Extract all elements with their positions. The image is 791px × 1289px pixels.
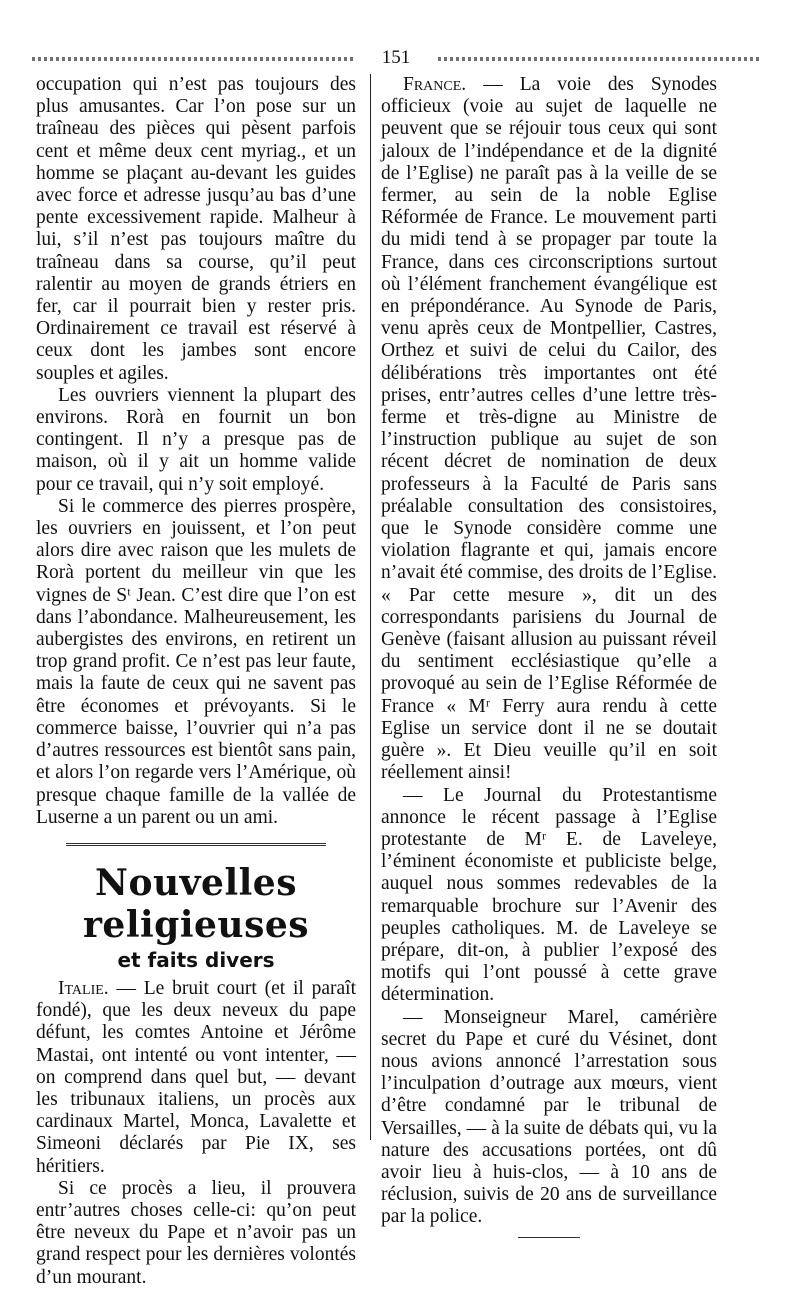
paragraph-lead: France. (403, 74, 467, 95)
paragraph-text: — Le bruit court (et il paraît fondé), que les deux neveux du pape défunt, les comtes Antoine et Jérôme Mastai, ont intenté ou vont intenter, — on comprend dans quel but, — devant les tribunaux italiens, un procès aux cardinaux Martel, Monca, Lavalette et Simeoni déclarés par Pie IX, ses héritiers. (36, 977, 356, 1177)
paragraph (381, 1007, 717, 1229)
paragraph-lead: Italie. (58, 977, 109, 999)
paragraph (381, 785, 717, 1007)
header-ornament-left (32, 57, 354, 61)
section-subheading: et faits divers (117, 947, 275, 972)
paragraph-text: — Le Journal du Protestantisme annonce le récent passage à l’Eglise protestante de Mʳ E. de Laveleye, l’éminent économiste et publiciste belge, auquel nous sommes redevables de la remarquable brochure sur l’Avenir des peuples catholiques. M. de Laveleye se prépare, dit-on, à publier l’exposé des motifs qui l’ont poussé à cette grave détermination. (381, 784, 717, 1006)
section-heading: Nouvelles religieuses (82, 861, 310, 946)
header-ornament-right (438, 57, 760, 61)
page-number: 151 (381, 47, 411, 68)
page-header (32, 46, 760, 70)
right-column (381, 74, 717, 1238)
paragraph: occupation qui n’est pas toujours des plus amusantes. Car l’on pose sur un traîneau des pièces qui pèsent parfois cent et même deux cent myriag., et un homme se plaçant au-devant les guides avec force et adresse jusqu’au bas d’une pente excessivement rapide. Malheur à lui, s’il n’est pas toujours maître du traîneau dans sa course, qu’il peut ralentir au moyen de grands étriers en fer, car il pourrait bien y rester pris. Ordinairement ce travail est réservé à ceux dont les jambes sont encore souples et agiles. (36, 74, 356, 384)
paragraph-text: — La voie des Synodes officieux (voie au sujet de laquelle ne peuvent que se réjouir tous ceux qui sont jaloux de l’indépendance et de la dignité de l’Eglise) ne paraît pas à la veille de se fermer, au sein de la noble Eglise Réformée de France. Le mouvement parti du midi tend à se propager par toute la France, dans ces circonscriptions surtout où l’élément franchement évangélique est en prépondérance. Au Synode de Paris, venu après ceux de Montpellier, Castres, Orthez et suivi de celui du Cailor, des délibérations très importantes ont été prises, entr’autres celles d’une lettre très-ferme et très-digne au Ministre de l’instruction publique au sujet de son récent décret de nomination de deux professeurs à la Faculté de Paris sans préalable consultation des consistoires, que le Synode considère comme une violation flagrante et qui, jamais encore n’avait été commise, des droits de l’Eglise. « Par cette mesure », dit un des correspondants parisiens du Journal de Genève (faisant allusion au puissant réveil du sentiment ecclésiastique qu’elle a provoqué au sein de l’Eglise Réformée de France « Mʳ Ferry aura rendu à cette Eglise un service dont il ne se doutait guère ». Et Dieu veuille qu’il en soit réellement ainsi! (381, 74, 717, 784)
paragraph: Les ouvriers viennent la plupart des environs. Rorà en fournit un bon contingent. Il n’y a presque pas de maison, où il y ait un homme valide pour ce travail, qui n’y soit employé. (36, 384, 356, 495)
column-divider (370, 74, 371, 1140)
paragraph: Si le commerce des pierres prospère, les ouvriers en jouissent, et l’on peut alors dire avec raison que les mulets de Rorà portent du meilleur vin que les vignes de Sᵗ Jean. C’est dire que l’on est dans l’abondance. Malheureusement, les aubergistes des environs, en retirent un trop grand profit. Ce n’est pas leur faute, mais la faute de ceux qui ne savent pas être économes et prévoyants. Si le commerce baisse, l’ouvrier qui n’a pas d’autres ressources est bientôt sans pain, et alors l’on regarde vers l’Amérique, où presque chaque famille de la vallée de Luserne a un parent ou un ami. (36, 495, 356, 828)
left-column (36, 74, 356, 1289)
paragraph (36, 978, 356, 1178)
paragraph-text: Si ce procès a lieu, il prouvera entr’autres choses celle-ci: qu’on peut être neveux du Pape et n’avoir pas un grand respect pour les dernières volontés d’un mourant. (36, 1177, 356, 1288)
paragraph (381, 74, 717, 785)
paragraph (36, 1178, 356, 1289)
paragraph-text: — Monseigneur Marel, camérière secret du Pape et curé du Vésinet, dont nous avions annoncé l’arrestation sous l’inculpation d’outrage aux mœurs, vient d’être condamné par le tribunal de Versailles, — à la suite de débats qui, vu la nature des accusations portées, ont dû avoir lieu à huis-clos, — à 10 ans de réclusion, suivis de 20 ans de surveillance par la police. (381, 1006, 717, 1228)
end-rule (518, 1237, 580, 1238)
section-separator (66, 843, 326, 846)
